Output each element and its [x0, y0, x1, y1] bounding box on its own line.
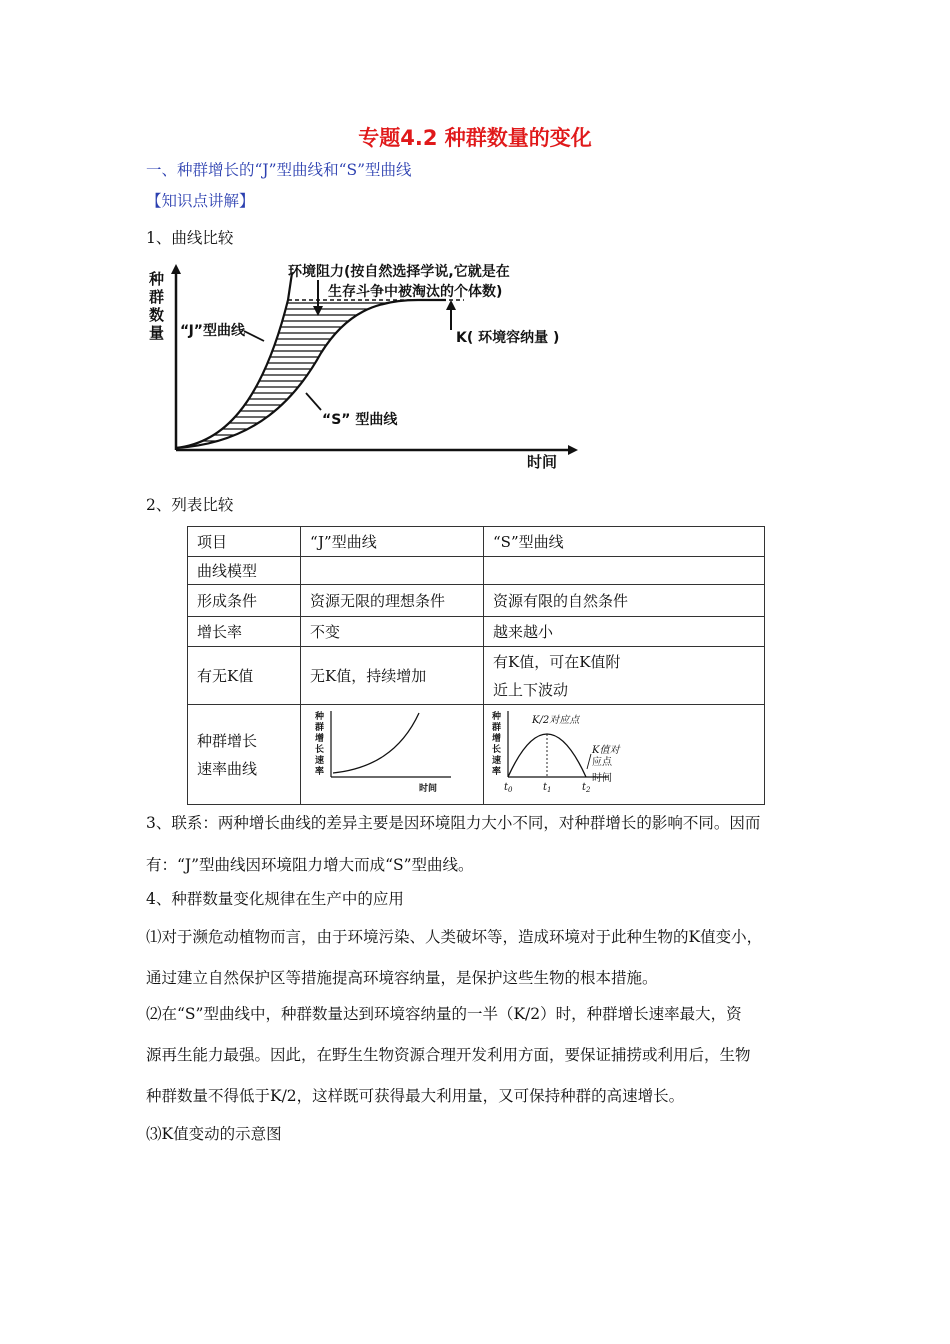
table-cell-line: 有K值，可在K值附 [493, 652, 621, 671]
chart-ylabel-char: 速 [315, 755, 325, 766]
chart-ylabel-char: 增 [492, 733, 502, 744]
k-arrow [446, 300, 456, 310]
chart-ylabel-char: 率 [492, 766, 502, 777]
paragraph-3: ⑶K值变动的示意图 [146, 1125, 282, 1143]
k-value-label-1: K值对 [592, 744, 620, 756]
table-cell: 不变 [301, 617, 484, 647]
chart-ylabel-char: 长 [492, 744, 502, 755]
chart-ylabel-char: 率 [315, 766, 325, 777]
k-half-label: K/2对应点 [532, 714, 580, 726]
y-label-char: 群 [149, 288, 165, 306]
j-curve-label: “J”型曲线 [180, 323, 245, 339]
paragraph-1-line-2: 通过建立自然保护区等措施提高环境容纳量，是保护这些生物的根本措施。 [146, 969, 658, 987]
table-cell: “S”型曲线 [484, 527, 765, 557]
chart-ylabel-char: 种 [492, 711, 502, 722]
section-heading-1: 一、种群增长的“J”型曲线和“S”型曲线 [146, 161, 412, 179]
table-cell: “J”型曲线 [301, 527, 484, 557]
k-label: K( 环境容纳量 ) [456, 330, 560, 346]
item-4-heading: 4、种群数量变化规律在生产中的应用 [146, 890, 404, 908]
table-cell [188, 705, 301, 805]
table-cell: 形成条件 [188, 585, 301, 617]
paragraph-1-line-1: ⑴对于濒危动植物而言，由于环境污染、人类破坏等，造成环境对于此种生物的K值变小， [146, 928, 763, 946]
s-growth-rate-chart [484, 707, 746, 803]
table-cell: 资源有限的自然条件 [484, 585, 765, 617]
table-row [188, 527, 765, 557]
table-cell [484, 647, 765, 705]
table-row [188, 647, 765, 705]
tick-t1: $t_1$ [543, 781, 552, 794]
j-rate-curve [333, 713, 419, 773]
chart-xlabel: 时间 [419, 783, 438, 794]
table-row [188, 585, 765, 617]
chart-ylabel-char: 种 [315, 711, 325, 722]
table-cell: 资源无限的理想条件 [301, 585, 484, 617]
table-cell-line: 种群增长 [197, 731, 258, 750]
table-cell [484, 557, 765, 585]
table-cell: 增长率 [188, 617, 301, 647]
table-cell: 曲线模型 [188, 557, 301, 585]
paragraph-2-line-1: ⑵在“S”型曲线中，种群数量达到环境容纳量的一半（K/2）时，种群增长速率最大，资 [146, 1005, 742, 1023]
tick-t2: $t_2$ [582, 781, 591, 794]
comparison-table [187, 526, 765, 805]
knowledge-tag: 【知识点讲解】 [146, 192, 255, 210]
chart-ylabel-char: 群 [492, 722, 502, 733]
table-cell [484, 705, 765, 805]
k-value-label-2: 应点 [592, 756, 612, 768]
table-cell [301, 705, 484, 805]
table-cell: 有无K值 [188, 647, 301, 705]
table-row [188, 617, 765, 647]
table-cell-line: 近上下波动 [493, 680, 569, 699]
table-cell: 无K值，持续增加 [301, 647, 484, 705]
paragraph-2-line-3: 种群数量不得低于K/2，这样既可获得最大利用量，又可保持种群的高速增长。 [146, 1087, 685, 1105]
chart-ylabel-char: 增 [315, 733, 325, 744]
j-growth-rate-chart [301, 707, 465, 803]
table-cell-line: 速率曲线 [197, 759, 258, 778]
item-1-heading: 1、曲线比较 [146, 229, 234, 247]
y-label-char: 数 [149, 306, 165, 324]
chart-ylabel-char: 群 [315, 722, 325, 733]
j-curve [176, 273, 292, 448]
item-3-line-1: 3、联系：两种增长曲线的差异主要是因环境阻力大小不同，对种群增长的影响不同。因而 [146, 814, 761, 832]
item-2-heading: 2、列表比较 [146, 496, 234, 514]
table-row [188, 705, 765, 805]
chart-ylabel-char: 速 [492, 755, 502, 766]
table-row [188, 557, 765, 585]
x-axis-label: 时间 [527, 453, 558, 471]
chart-ylabel-char: 长 [315, 744, 325, 755]
y-label-char: 量 [149, 324, 165, 342]
chart-xlabel: 时间 [592, 772, 612, 784]
tick-t0: $t_0$ [504, 781, 513, 794]
table-cell: 项目 [188, 527, 301, 557]
curve-comparison-figure [146, 258, 586, 473]
resistance-label-2: 生存斗争中被淘汰的个体数) [328, 284, 503, 300]
y-label-char: 种 [149, 270, 165, 288]
paragraph-2-line-2: 源再生能力最强。因此，在野生生物资源合理开发利用方面，要保证捕捞或利用后，生物 [146, 1046, 751, 1064]
item-3-line-2: 有：“J”型曲线因环境阻力增大而成“S”型曲线。 [146, 856, 474, 874]
table-cell: 越来越小 [484, 617, 765, 647]
resistance-label-1: 环境阻力(按自然选择学说,它就是在 [288, 264, 510, 280]
table-cell [301, 557, 484, 585]
s-curve-label: “S” 型曲线 [322, 412, 398, 428]
page-title: 专题4.2 种群数量的变化 [358, 126, 592, 150]
